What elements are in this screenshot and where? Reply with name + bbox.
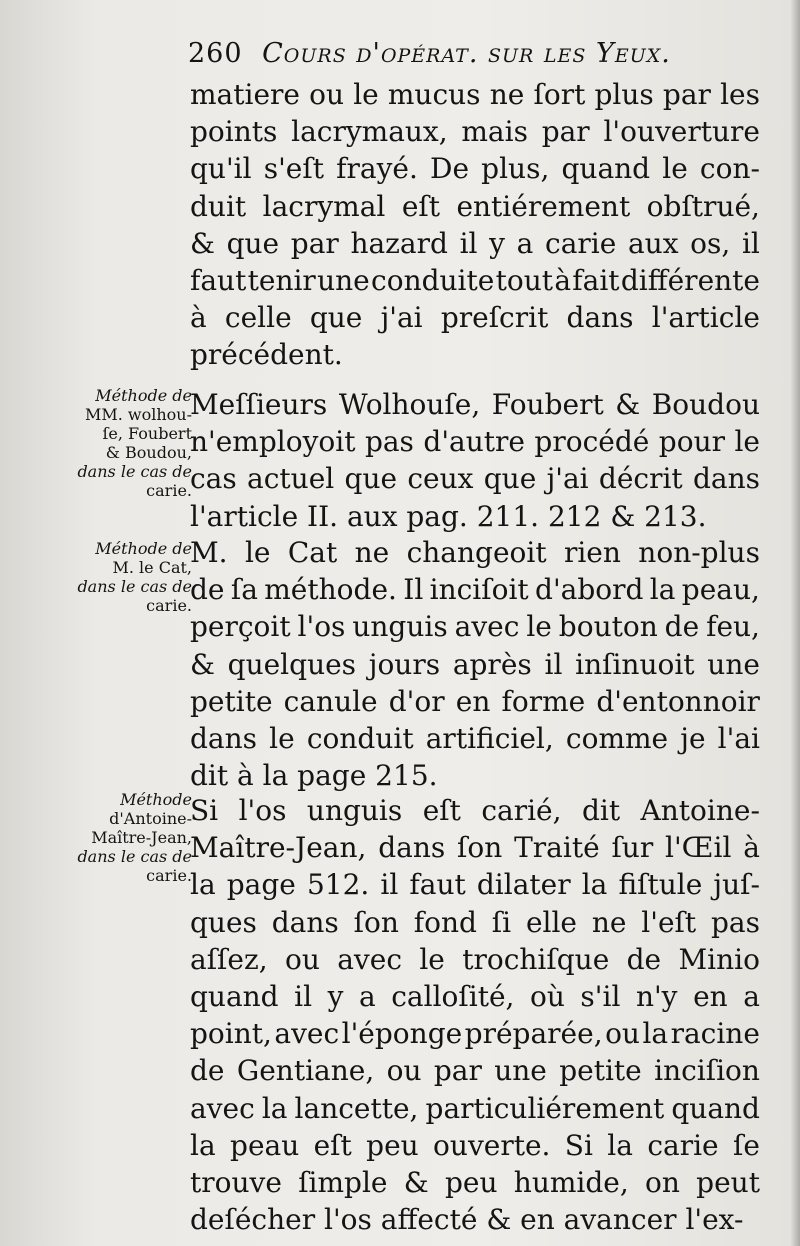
- text-line: qu'il s'eſt frayé. De plus, quand le con-: [190, 152, 760, 186]
- margin-note-line: Méthode de: [95, 386, 192, 405]
- margin-note-line: carie.: [146, 866, 192, 885]
- margin-note: [60, 386, 192, 500]
- margin-note-line: Méthode: [120, 790, 192, 809]
- text-line: Maître-Jean, dans ſon Traité ſur l'Œil à: [190, 831, 760, 865]
- text-line: la peau eſt peu ouverte. Si la carie ſe: [190, 1128, 760, 1162]
- margin-note: [60, 790, 192, 885]
- text-line: point, avec l'éponge préparée, ou la racine: [190, 1017, 760, 1051]
- text-line: & que par hazard il y a carie aux os, il: [190, 226, 760, 260]
- margin-note-line: M. le Cat,: [112, 558, 192, 577]
- margin-note-line: dans le cas de: [77, 462, 192, 481]
- text-line: deſécher l'os affecté & en avancer l'ex-: [190, 1203, 744, 1237]
- margin-note-line: MM. wolhou-: [84, 405, 192, 424]
- paragraph: [190, 76, 760, 374]
- margin-note-line: dans le cas de: [77, 847, 192, 866]
- text-line: l'article II. aux pag. 211. 212 & 213.: [190, 499, 707, 533]
- text-line: points lacrymaux, mais par l'ouverture: [190, 115, 760, 149]
- text-line: perçoit l'os unguis avec le bouton de feu,: [190, 610, 760, 644]
- text-line: ques dans ſon fond ſi elle ne l'eſt pas: [190, 905, 760, 939]
- margin-note-line: & Boudou,: [105, 443, 192, 462]
- text-line: trouve ſimple & peu humide, on peut: [190, 1165, 760, 1199]
- text-line: dit à la page 215.: [190, 759, 438, 793]
- text-line: quand il y a calloſité, où s'il n'y en a: [190, 979, 760, 1013]
- text-line: cas actuel que ceux que j'ai décrit dans: [190, 462, 760, 496]
- text-line: duit lacrymal eſt entiérement obſtrué,: [190, 189, 760, 223]
- text-line: précédent.: [190, 338, 343, 372]
- text-line: la page 512. il faut dilater la fiſtule juſ-: [190, 868, 760, 902]
- margin-note-line: dans le cas de: [77, 577, 192, 596]
- text-line: matiere ou le mucus ne ſort plus par les: [190, 78, 760, 111]
- margin-note-line: carie.: [146, 481, 192, 500]
- running-title: Cours d'opérat. sur les Yeux.: [262, 38, 671, 69]
- text-line: faut tenir une conduite tout à fait différente: [190, 263, 760, 297]
- text-line: petite canule d'or en forme d'entonnoir: [190, 684, 760, 718]
- text-line: dans le conduit artificiel, comme je l'ai: [190, 721, 760, 755]
- page-number: 260: [188, 38, 243, 69]
- text-line: aſſez, ou avec le trochiſque de Minio: [190, 942, 760, 976]
- text-line: Si l'os unguis eſt carié, dit Antoine-: [190, 794, 760, 827]
- paragraph: [190, 386, 760, 535]
- text-line: n'employoit pas d'autre procédé pour le: [190, 425, 760, 459]
- text-line: Meſſieurs Wolhouſe, Foubert & Boudou: [190, 388, 760, 421]
- text-line: & quelques jours après il inſinuoit une: [190, 647, 760, 681]
- text-line: à celle que j'ai preſcrit dans l'article: [190, 301, 760, 335]
- text-line: de Gentiane, ou par une petite inciſion: [190, 1054, 760, 1088]
- margin-note-line: d'Antoine-: [109, 809, 192, 828]
- text-line: avec la lancette, particuliérement quand: [190, 1091, 760, 1125]
- paragraph: [190, 792, 760, 1238]
- page-gutter-shadow: [790, 0, 800, 1246]
- running-header: [188, 38, 748, 69]
- paragraph: [190, 534, 760, 794]
- text-line: de ſa méthode. Il inciſoit d'abord la peau,: [190, 573, 760, 607]
- margin-note-line: Maître-Jean,: [91, 828, 192, 847]
- margin-note-line: Méthode de: [95, 539, 192, 558]
- margin-note-line: ſe, Foubert: [102, 424, 192, 443]
- margin-note: [60, 539, 192, 615]
- margin-note-line: carie.: [146, 596, 192, 615]
- text-line: M. le Cat ne changeoit rien non-plus: [190, 536, 760, 569]
